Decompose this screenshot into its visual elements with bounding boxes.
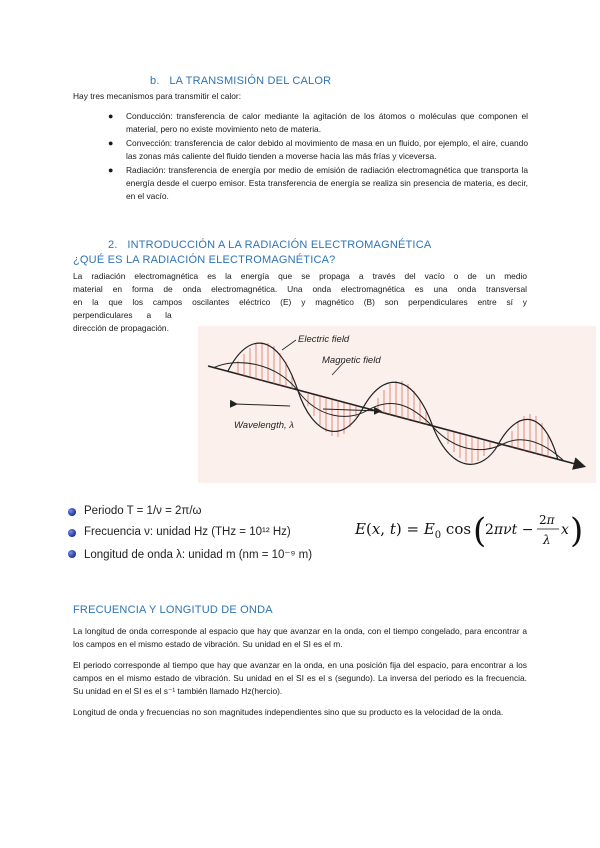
svg-text:λ: λ xyxy=(543,533,551,547)
section-b-number: b. xyxy=(150,75,160,87)
list-item-conveccion xyxy=(108,137,528,163)
list-item-text: Convección: transferencia de calor debido al movimiento de masa en un fluido, por ejemplo, el aire, cuando las zonas más caliente del fluido tienden a moverse hacia las más frías y viceversa. xyxy=(126,138,528,161)
section-2-number: 2. xyxy=(108,239,118,251)
wavelength-arrow-left xyxy=(236,404,290,406)
wave-equation xyxy=(355,510,584,556)
paragraph-line: dirección de propagación. xyxy=(73,323,169,333)
heat-mechanisms-list xyxy=(108,110,528,204)
list-item-text: Conducción: transferencia de calor mediante la agitación de los átomos o moléculas que componen el material, pero no existe movimiento neto de materia. xyxy=(126,111,528,134)
bullet-icon xyxy=(68,529,76,537)
wave-equation-svg xyxy=(355,510,584,552)
bullet-icon xyxy=(68,550,76,558)
svg-text:): ) xyxy=(570,511,584,551)
formula-frecuencia-text: Frecuencia ν: unidad Hz (THz = 10¹² Hz) xyxy=(84,526,291,538)
magnetic-field-wave xyxy=(213,363,563,460)
paragraph-line: perpendiculares a la xyxy=(73,310,172,320)
paragraph-relation: Longitud de onda y frecuencias no son magnitudes independientes sino que su producto es la velocidad de la onda. xyxy=(73,707,504,717)
section-2-heading xyxy=(108,239,431,251)
section-b-intro: Hay tres mecanismos para transmitir el calor: xyxy=(73,91,242,101)
em-wave-diagram xyxy=(198,326,596,483)
svg-text:x: x xyxy=(561,522,569,538)
svg-text:E(x, t) = E0 cos: E(x, $t) = E_0$ cos xyxy=(355,520,472,541)
section-2-question: ¿QUÉ ES LA RADIACIÓN ELECTROMAGNÉTICA? xyxy=(73,254,336,266)
wavelength-label: Wavelength, λ xyxy=(234,420,294,431)
section-freq-body xyxy=(73,625,527,719)
list-item-conduccion xyxy=(108,110,528,136)
paragraph-line: La radiación electromagnética es la energía que se propaga a través del vacío o de un medio xyxy=(73,271,527,281)
section-freq-title: FRECUENCIA Y LONGITUD DE ONDA xyxy=(73,604,273,616)
section-b-title: LA TRANSMISIÓN DEL CALOR xyxy=(169,75,332,87)
formula-longitud xyxy=(68,547,312,561)
electric-field-label: Electric field xyxy=(298,334,350,345)
formula-frecuencia xyxy=(68,526,291,538)
bullet-icon: ● xyxy=(108,111,114,121)
paragraph-period: El periodo corresponde al tiempo que hay que avanzar en la onda, en una posición fija del espacio, para encontrar a los campos en el mismo estado de vibración. Su unidad en el SI es el s (segundo). La inversa del periodo es la frecuencia. Su unidad en el SI es el s⁻¹ también llamado Hz(hercio). xyxy=(73,660,527,696)
section-b-heading xyxy=(150,75,331,87)
formula-periodo-text: Periodo T = 1/ν = 2π/ω xyxy=(84,505,202,517)
bullet-icon xyxy=(68,508,76,516)
list-item-text: Radiación: transferencia de energía por medio de emisión de radiación electromagnética que transporta la energía desde el cuerpo emisor. Esta transferencia de energía se realiza sin presencia de materia, es decir, en el vacío. xyxy=(126,165,528,201)
paragraph-wavelength: La longitud de onda corresponde al espacio que hay que avanzar en la onda, con el tiempo congelado, para encontrar a los campos en el mismo estado de vibración. Su unidad en el SI es el m. xyxy=(73,626,527,649)
svg-text:(: ( xyxy=(473,511,487,551)
formula-periodo xyxy=(68,505,202,517)
bullet-icon: ● xyxy=(108,138,114,148)
formula-longitud-text: Longitud de onda λ: unidad m (nm = 10⁻⁹ m) xyxy=(84,549,313,561)
electric-label-leader xyxy=(282,340,296,350)
svg-text:2πνt −: 2πνt − xyxy=(485,522,534,538)
section-2-title: INTRODUCCIÓN A LA RADIACIÓN ELECTROMAGNÉTICA xyxy=(127,239,432,251)
bullet-icon: ● xyxy=(108,165,114,175)
propagation-axis xyxy=(208,366,583,466)
em-wave-figure xyxy=(198,326,596,483)
svg-text:2π: 2π xyxy=(539,513,555,527)
paragraph-line: en la que los campos oscilantes eléctrico (E) y magnético (B) son perpendiculares entre sí y xyxy=(73,297,527,307)
magnetic-field-label: Magnetic field xyxy=(322,355,381,366)
paragraph-line: material en forma de onda electromagnética. Una onda electromagnética es una onda transversal xyxy=(73,284,527,294)
list-item-radiacion xyxy=(108,164,528,203)
